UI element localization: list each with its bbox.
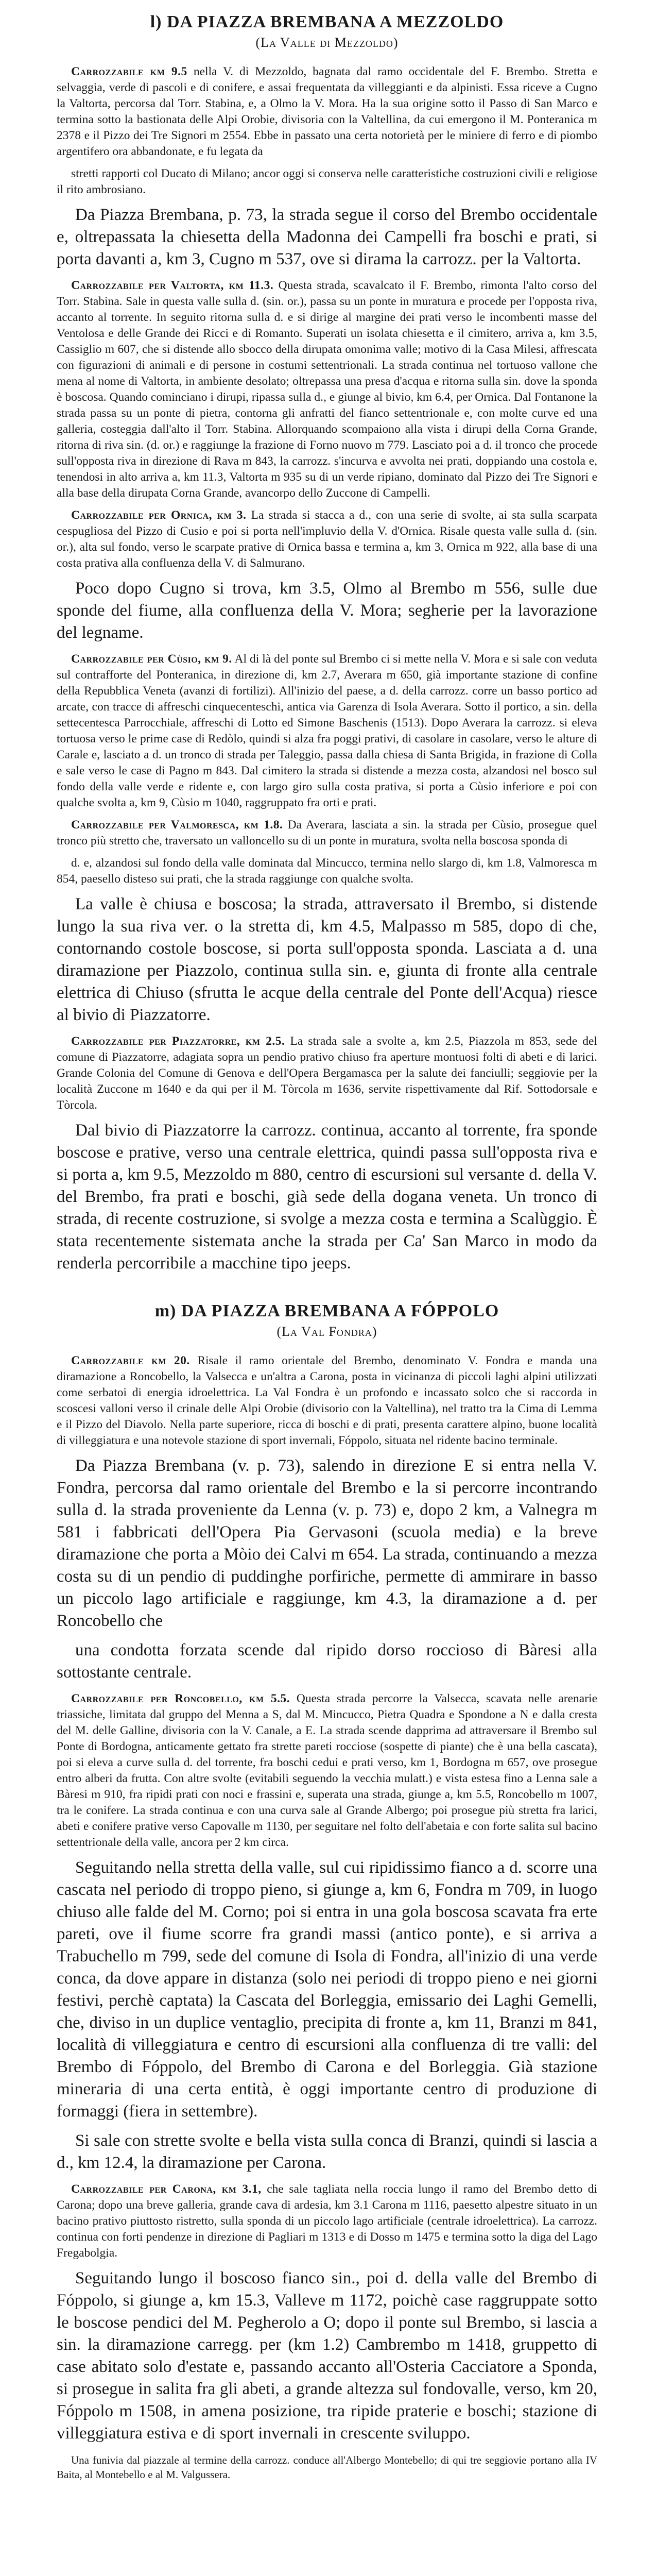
paragraph: [57, 578, 597, 644]
paragraph: [57, 651, 597, 811]
paragraph-lead: Carrozzabile km 9.5: [71, 65, 187, 78]
section-title: l) DA PIAZZA BREMBANA A MEZZOLDO: [150, 12, 504, 31]
paragraph-lead: Carrozzabile per Cùsio, km 9.: [71, 652, 232, 666]
paragraph: [57, 64, 597, 160]
paragraph-text: Da Piazza Brembana, p. 73, la strada segue il corso del Brembo occidentale e, oltrepassata la chiesetta della Madonna dei Campelli fra boschi e prati, si porta davanti a, km 3, Cugno m 537, ove si dirama la carrozz. per la Valtorta.: [57, 206, 597, 268]
section-foppolo: [57, 1299, 597, 2482]
section-gap: [57, 1282, 597, 1299]
paragraph: [57, 166, 597, 198]
paragraph: [57, 855, 597, 887]
paragraph-text: una condotta forzata scende dal ripido dorso roccioso di Bàresi alla sottostante centrale.: [57, 1641, 597, 1682]
paragraph-text: La strada si stacca a d., con una serie di svolte, ai sta sulla scarpata cespugliosa del Pizzo di Cusio e poi si porta nell'impluvio della V. d'Ornica. Risale questa valle sulla d. (sin. or.), alta sul fondo, verso le scarpate prative di Ornica bassa e termina a, km 3, Ornica m 922, alla base di una costa prativa alla confluenza della V. di Salmurano.: [57, 509, 597, 570]
paragraph: [57, 817, 597, 849]
paragraph-lead: Carrozzabile per Piazzatorre, km 2.5.: [71, 1035, 285, 1048]
paragraph-lead: Carrozzabile per Ornica, km 3.: [71, 509, 247, 522]
section-subtitle: (La Valle di Mezzoldo): [255, 35, 399, 50]
paragraph-text: stretti rapporti col Ducato di Milano; ancor oggi si conserva nelle caratteristiche costruzioni civili e religiose il rito ambrosiano.: [57, 167, 597, 196]
paragraph: [57, 1857, 597, 2123]
paragraph-text: Questa strada, scavalcato il F. Brembo, rimonta l'alto corso del Torr. Stabina. Sale in questa valle sulla d. (sin. or.), passa su un ponte in muratura e procede per l'opposta riva, accanto al torrente. In seguito ritorna sulla d. e si dirige al margine dei prati verso le incombenti masse del Ventolosa e delle Grande dei Ricci e di Romanto. Superati un isolata chiesetta e il cimitero, arriva a, km 3.5, Cassiglio m 607, che si distende allo sbocco della dirupata omonima valle; motivo di la Casa Milesi, affrescata con figurazioni di animali e di persone in costumi settentrionali. La strada continua nel tortuoso vallone che mena al nome di Valtorta, in ambiente desolato; oltrepassa una presa d'acqua e ritorna sulla sin. dove la sponda è boscosa. Quando cominciano i dirupi, ripassa sulla d., e giunge al bivio, km 6.4, per Ornica. Dal Fontanone la strada passa su un ponte di pietra, contorna gli anfratti del fianco settentrionale e, con molte curve ed una galleria, costeggia dall'alto il Torr. Stabina. Allorquando scompaiono alla vista i dirupi della Corna Grande, ritorna di riva sin. (d. or.) e raggiunge la frazione di Forno nuovo m 779. Lasciato poi a d. il tronco che procede sull'opposta riva in direzione di Rava m 843, la carrozz. s'incurva e avvolta nei prati, doppiando una costola e, tenendosi in alto arriva a, km 11.3, Valtorta m 935 su di un verde ripiano, dominato dal Pizzo dei Tre Signori e alla base della dirupata Corna Grande, avancorpo dello Zuccone di Campelli.: [57, 279, 597, 500]
guidebook-scan: [57, 10, 597, 2576]
paragraph-lead: Carrozzabile per Valtorta, km 11.3.: [71, 279, 274, 292]
section-mezzoldo: [57, 10, 597, 1275]
paragraph-text: La valle è chiusa e boscosa; la strada, attraversato il Brembo, si distende lungo la sua riva ver. o la stretta di, km 4.5, Malpasso m 585, dopo di che, contornando costole boscose, si porta sull'opposta sponda. Lasciata a d. una diramazione per Piazzolo, continua sulla sin. e, giunta di fronte alla centrale elettrica di Chiuso (sfrutta le acque della centrale del Ponte dell'Acqua) riesce al bivio di Piazzatorre.: [57, 895, 597, 1024]
paragraph: [57, 2130, 597, 2174]
paragraph-lead: Carrozzabile per Carona, km 3.1,: [71, 2182, 262, 2196]
paragraph: [57, 507, 597, 571]
paragraph-lead: Carrozzabile per Valmoresca, km 1.8.: [71, 818, 283, 832]
paragraph-text: Seguitando lungo il boscoso fianco sin., poi d. della valle del Brembo di Fóppolo, si giunge a, km 15.3, Valleve m 1172, poichè case raggruppate sotto le boscose pendici del M. Pegherolo a O; dopo il ponte sul Brembo, si lascia a sin. la diramazione carregg. per (km 1.2) Cambrembo m 1418, gruppetto di case abitato solo d'estate e, passando accanto all'Osteria Cacciatore a Sponda, si prosegue in salita fra gli abeti, a grande altezza sul fondovalle, verso, km 20, Fóppolo m 1508, in amena posizione, tra ripide praterie e boschi; stazione di villeggiatura estiva e di sport invernali in crescente sviluppo.: [57, 2269, 597, 2443]
paragraph-text: Da Averara, lasciata a sin. la strada per Cùsio, prosegue quel tronco più stretto che, traversato un valloncello su di un ponte in muratura, svolta nella boscosa sponda di: [57, 818, 597, 848]
paragraph: [57, 1120, 597, 1275]
paragraph-text: Dal bivio di Piazzatorre la carrozz. continua, accanto al torrente, fra sponde boscose e prative, verso una centrale elettrica, quindi passa sull'opposta riva e si porta a, km 9.5, Mezzoldo m 880, centro di escursioni sul versante d. della V. del Brembo, fra prati e boschi, già sede della dogana veneta. Un tronco di strada, di recente costruzione, si svolge a mezza costa e termina a Scalùggio. È stata recentemente sistemata anche la strada per Ca' San Marco in modo da renderla percorribile a macchine tipo jeeps.: [57, 1121, 597, 1273]
paragraph-text: Da Piazza Brembana (v. p. 73), salendo in direzione E si entra nella V. Fondra, percorsa dal ramo orientale del Brembo e la si percorre incontrando sulla d. la strada proveniente da Lenna (v. p. 73) e, dopo 2 km, a Valnegra m 581 i fabbricati dell'Opera Pia Gervasoni (scuola media) e la breve diramazione che porta a Mòio dei Calvi m 654. La strada, continuando a mezza costa su di un pendio di puddinghe porfiriche, permette di ammirare in basso un piccolo lago artificiale e raggiunge, km 4.3, la diramazione a d. per Roncobello che: [57, 1456, 597, 1630]
paragraph-text: Poco dopo Cugno si trova, km 3.5, Olmo al Brembo m 556, sulle due sponde del fiume, alla confluenza della V. Mora; segherie per la lavorazione del legname.: [57, 579, 597, 642]
paragraph-text: La strada sale a svolte a, km 2.5, Piazzola m 853, sede del comune di Piazzatorre, adagiata sopra un pendio prativo chiuso fra aperture montuosi folti di abeti e di larici. Grande Colonia del Comune di Genova e dell'Opera Bergamasca per la salute dei fanciulli; seggiovie per la località Zuccone m 1640 e da qui per il M. Tòrcola m 1636, servite rispettivamente dal Rif. Sottodorsale e Tòrcola.: [57, 1035, 597, 1112]
paragraph-text: nella V. di Mezzoldo, bagnata dal ramo occidentale del F. Brembo. Stretta e selvaggia, verde di pascoli e di conifere, e assai frequentata da villeggianti e da alpinisti. Essa riceve a Cugno la Valtorta, percorsa dal Torr. Stabina, e, a Olmo la V. Mora. Ha la sua origine sotto il Passo di San Marco e termina sotto la bastionata delle Alpi Orobie, divisoria con la Valtellina, da cui emergono il M. Ponteranica m 2378 e il Pizzo dei Tre Signori m 2554. Ebbe in passato una certa notorietà per le miniere di ferro e di piombo argentifero ora abbandonate, e fu legata da: [57, 65, 597, 158]
paragraph-text: che sale tagliata nella roccia lungo il ramo del Brembo detto di Carona; dopo una breve galleria, grande cava di ardesia, km 3.1 Carona m 1116, paesetto alpestre situato in un bacino prativo piuttosto ristretto, sulla sponda di un piccolo lago artificiale (centrale idroelettrica). La carrozz. continua con forti pendenze in direzione di Pagliari m 1313 e di Dosso m 1475 e termina sotto la diga del Lago Fregabolgia.: [57, 2182, 597, 2260]
paragraph: [57, 278, 597, 501]
paragraph-lead: Carrozzabile km 20.: [71, 1354, 190, 1367]
paragraph: [57, 1691, 597, 1851]
section-subtitle: (La Val Fondra): [276, 1324, 377, 1339]
paragraph: [57, 893, 597, 1026]
paragraph: [57, 2181, 597, 2261]
section-title: m) DA PIAZZA BREMBANA A FÓPPOLO: [154, 1301, 499, 1320]
paragraph-text: Si sale con strette svolte e bella vista sulla conca di Branzi, quindi si lascia a d., km 12.4, la diramazione per Carona.: [57, 2131, 597, 2172]
footnote: Una funivia dal piazzale al termine della carrozz. conduce all'Albergo Montebello; di qui tre seggiovie portano alla IV Baita, al Montebello e al M. Valgussera.: [57, 2454, 597, 2481]
paragraph: [57, 1353, 597, 1449]
paragraph: [57, 2267, 597, 2445]
paragraph-text: Seguitando nella stretta della valle, sul cui ripidissimo fianco a d. scorre una cascata nel periodo di troppo pieno, si giunge a, km 6, Fondra m 709, in luogo chiuso alle falde del M. Corno; poi si entra in una gola boscosa scavata fra erte pareti, ove il fiume scorre fra grandi massi (antico ponte), e si arriva a Trabuchello m 799, sede del comune di Isola di Fondra, all'inizio di una verde conca, da dove appare in distanza (solo nei periodi di troppo pieno e nei giorni festivi, perchè captata) la Cascata del Borleggia, emissario dei Laghi Gemelli, che, diviso in un duplice ventaglio, precipita di fronte a, km 11, Branzi m 841, località di villeggiatura e centro di escursioni alla confluenza di tre valli: del Brembo di Fóppolo, del Brembo di Carona e del Borleggia. Già stazione mineraria di una certa entità, è oggi importante centro di produzione di formaggi (fiera in settembre).: [57, 1858, 597, 2121]
paragraph-text: Al di là del ponte sul Brembo ci si mette nella V. Mora e si sale con veduta sul contrafforte del Ponteranica, in direzione di, km 2.7, Averara m 650, già importante stazione di confine della Repubblica Veneta (avanzi di fortilizi). All'inizio del paese, a d. della carrozz. corre un basso portico ad arcate, con tracce di affreschi cinquecenteschi, antica via Garenza di Isola Averara. Sotto il portico, a sin. della settecentesca Parrocchiale, affreschi di Lotto ed Simone Baschenis (1513). Dopo Averara la carrozz. si eleva tortuosa verso le prime case di Redòlo, quindi si alza fra poggi prativi, di casolare in casolare, verso le alture di Carale e, lasciato a d. un tronco di strada per Taleggio, passa dalla chiesa di Santa Brigida, in frazione di Colla e sale verso le case di Pagno m 843. Dal cimitero la strada si distende a mezza costa, alzandosi nel bosco sul fondo della valle verde e ridente e, con largo giro sulla costa prativa, si porta a Cùsio inferiore e poi con qualche svolta a, km 9, Cùsio m 1040, raggruppato fra orti e prati.: [57, 652, 597, 809]
paragraph: [57, 204, 597, 270]
paragraph-text: d. e, alzandosi sul fondo della valle dominata dal Mincucco, termina nello slargo di, km 1.8, Valmoresca m 854, paesello disteso sui prati, che la strada raggiunge con qualche svolta.: [57, 856, 597, 886]
paragraph: [57, 1033, 597, 1113]
paragraph-lead: Carrozzabile per Roncobello, km 5.5.: [71, 1692, 290, 1705]
paragraph: [57, 1455, 597, 1632]
paragraph-text: Risale il ramo orientale del Brembo, denominato V. Fondra e manda una diramazione a Roncobello, la Valsecca e un'altra a Carona, posta in vicinanza di piccoli laghi alpini utilizzati come serbatoi di energia idroelettrica. La Val Fondra è un profondo e incassato solco che si raccorda in scoscesi valloni verso il crinale delle Alpi Orobie (divisorio con la Valtellina), nel tratto tra la Cima di Lemma e il Pizzo del Diavolo. Nella parte superiore, ricca di boschi e di prati, presenta carattere alpino, buone località di villeggiatura e una notevole stazione di sport invernali, Fóppolo, situata nel ridente bacino terminale.: [57, 1354, 597, 1447]
paragraph: [57, 1639, 597, 1684]
paragraph-text: Questa strada percorre la Valsecca, scavata nelle arenarie triassiche, limitata dal gruppo del Menna a S, dal M. Mincucco, Pietra Quadra e Spondone a N e dalla cresta del M. delle Galline, divisoria con la V. Canale, a E. La strada scende dapprima ad attraversare il Brembo sul Ponte di Bordogna, anticamente gettato fra strette pareti rocciose (sospette di piante) che è una bella cascata), poi si eleva a curve sulla d. del torrente, fra boschi cedui e prati verso, km 1, Bordogna m 657, ove prosegue entro alberi da frutta. Con altre svolte (evitabili seguendo la vecchia mulatt.) e vista estesa fino a Lenna sale a Bàresi m 910, fra ripidi prati con noci e frassini e, superata una strada, giunge a, km 5.5, Roncobello m 1007, tra le conifere. La strada continua e con una curva sale al Grande Albergo; poi prosegue più stretta fra larici, abeti e conifere prative verso Capovalle m 1130, per seguitare nel folto dell'abetaia e con forte salita sul bacino settentrionale della valle, ancora per 2 km circa.: [57, 1692, 597, 1849]
